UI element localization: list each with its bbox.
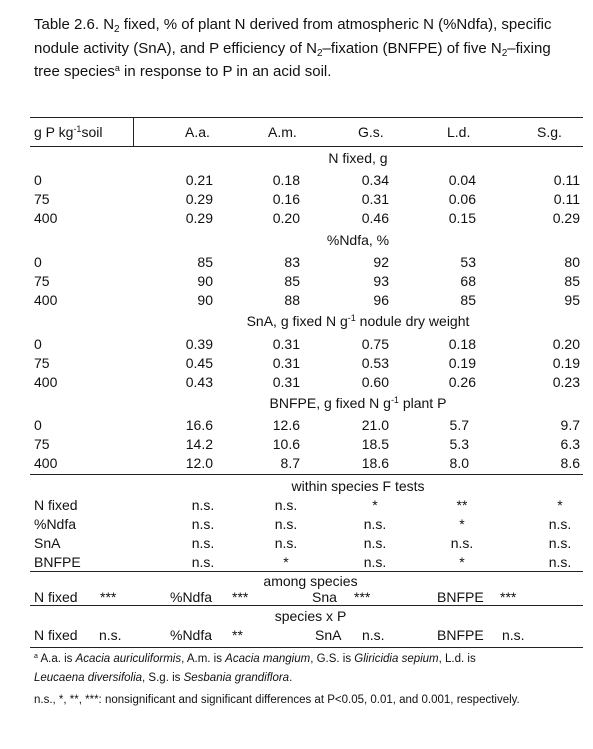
table-cell: 0.15 bbox=[448, 210, 476, 226]
row-label: 400 bbox=[34, 210, 58, 226]
row-label: N fixed bbox=[34, 497, 78, 513]
among-value: *** bbox=[354, 589, 371, 605]
within-bottom-rule bbox=[30, 571, 583, 572]
table-cell: 83 bbox=[284, 254, 300, 270]
table-cell: * bbox=[459, 554, 465, 570]
table-cell: 0.53 bbox=[361, 355, 389, 371]
row-label: 0 bbox=[34, 254, 42, 270]
table-cell: 0.29 bbox=[185, 191, 213, 207]
table-cell: 8.6 bbox=[560, 455, 580, 471]
table-cell: 0.46 bbox=[361, 210, 389, 226]
table-cell: 0.60 bbox=[361, 374, 389, 390]
table-cell: 18.5 bbox=[361, 436, 389, 452]
column-header-species: L.d. bbox=[447, 124, 471, 140]
section-title-ndfa: %Ndfa, % bbox=[326, 232, 390, 248]
row-label: SnA bbox=[34, 535, 61, 551]
row-label: 75 bbox=[34, 191, 50, 207]
section-title-sna: SnA, g fixed N $g^{-1}$ nodule dry weight bbox=[246, 313, 470, 329]
among-value: *** bbox=[232, 589, 249, 605]
footnote-species: $^a$ A.a. is Acacia auriculiformis, A.m. is Acacia mangium, G.S. is Gliricidia sepium, L.d. is Leucaena diversifolia, S.g. is Sesbania grandiflora. bbox=[34, 653, 476, 684]
row-label: 75 bbox=[34, 273, 50, 289]
table-cell: 18.6 bbox=[361, 455, 389, 471]
row-label: 400 bbox=[34, 292, 58, 308]
column-header-species: A.m. bbox=[268, 124, 297, 140]
interaction-value: ** bbox=[232, 627, 243, 643]
table-cell: 0.39 bbox=[185, 336, 213, 352]
row-label: 0 bbox=[34, 336, 42, 352]
column-header-species: A.a. bbox=[185, 124, 210, 140]
table-cell: 0.31 bbox=[361, 191, 389, 207]
table-cell: n.s. bbox=[191, 554, 215, 570]
table-cell: 0.23 bbox=[552, 374, 580, 390]
section-title-n-fixed: N fixed, g bbox=[328, 150, 388, 166]
table-cell: 0.26 bbox=[448, 374, 476, 390]
row-label: BNFPE bbox=[34, 554, 81, 570]
table-cell: 12.0 bbox=[185, 455, 213, 471]
column-header-species: G.s. bbox=[358, 124, 384, 140]
table-cell: n.s. bbox=[274, 535, 298, 551]
table-cell: n.s. bbox=[363, 554, 387, 570]
table-cell: 0.31 bbox=[272, 374, 300, 390]
top-rule bbox=[30, 117, 583, 118]
table-cell: 21.0 bbox=[361, 417, 389, 433]
among-label: %Ndfa bbox=[170, 589, 213, 605]
interaction-label: N fixed bbox=[34, 627, 78, 643]
table-cell: 0.34 bbox=[361, 172, 389, 188]
table-cell: 93 bbox=[373, 273, 389, 289]
table-cell: 8.0 bbox=[449, 455, 469, 471]
interaction-label: SnA bbox=[315, 627, 342, 643]
table-cell: 88 bbox=[284, 292, 300, 308]
header-rule bbox=[30, 146, 583, 147]
section-title-species-x-p: species x P bbox=[274, 608, 347, 624]
table-cell: 14.2 bbox=[185, 436, 213, 452]
table-cell: 0.19 bbox=[552, 355, 580, 371]
section-title-among: among species bbox=[263, 573, 358, 589]
table-cell: n.s. bbox=[191, 516, 215, 532]
table-cell: 0.31 bbox=[272, 355, 300, 371]
table-cell: 0.20 bbox=[272, 210, 300, 226]
table-cell: n.s. bbox=[548, 554, 572, 570]
among-bottom-rule bbox=[30, 605, 583, 606]
table-cell: 92 bbox=[373, 254, 389, 270]
table-cell: 85 bbox=[284, 273, 300, 289]
table-cell: ** bbox=[456, 497, 468, 513]
table-cell: n.s. bbox=[274, 497, 298, 513]
table-bottom-rule bbox=[30, 647, 583, 648]
table-cell: * bbox=[557, 497, 563, 513]
table-cell: * bbox=[459, 516, 465, 532]
table-cell: 0.45 bbox=[185, 355, 213, 371]
table-cell: 0.16 bbox=[272, 191, 300, 207]
table-cell: 0.11 bbox=[553, 172, 580, 188]
table-cell: 85 bbox=[197, 254, 213, 270]
table-cell: 0.11 bbox=[553, 191, 580, 207]
table-cell: * bbox=[283, 554, 289, 570]
table-cell: n.s. bbox=[363, 535, 387, 551]
table-cell: 0.43 bbox=[185, 374, 213, 390]
table-cell: 12.6 bbox=[272, 417, 300, 433]
table-cell: 68 bbox=[460, 273, 476, 289]
table-cell: 0.29 bbox=[552, 210, 580, 226]
table-cell: 9.7 bbox=[560, 417, 580, 433]
table-cell: 0.19 bbox=[448, 355, 476, 371]
table-cell: 5.3 bbox=[449, 436, 469, 452]
column-header-species: S.g. bbox=[537, 124, 562, 140]
table-cell: 0.04 bbox=[448, 172, 476, 188]
section-title-within: within species F tests bbox=[291, 478, 425, 494]
table-cell: 0.21 bbox=[185, 172, 213, 188]
table-cell: 6.3 bbox=[560, 436, 580, 452]
interaction-label: %Ndfa bbox=[170, 627, 213, 643]
table-cell: 80 bbox=[564, 254, 580, 270]
among-label: N fixed bbox=[34, 589, 78, 605]
interaction-value: n.s. bbox=[99, 627, 122, 643]
row-label: 0 bbox=[34, 417, 42, 433]
among-label: Sna bbox=[312, 589, 337, 605]
table-cell: 0.75 bbox=[361, 336, 389, 352]
table-cell: 0.18 bbox=[272, 172, 300, 188]
footnote-significance: n.s., *, **, ***: nonsignificant and significant differences at P<0.05, 0.01, and 0.001, respectively. bbox=[34, 694, 520, 706]
table-cell: 0.20 bbox=[552, 336, 580, 352]
data-bottom-rule bbox=[30, 474, 583, 475]
among-label: BNFPE bbox=[437, 589, 484, 605]
table-cell: 0.06 bbox=[448, 191, 476, 207]
row-label: 400 bbox=[34, 374, 58, 390]
table-cell: 8.7 bbox=[280, 455, 300, 471]
table-cell: n.s. bbox=[191, 535, 215, 551]
table-cell: 10.6 bbox=[272, 436, 300, 452]
interaction-value: n.s. bbox=[502, 627, 525, 643]
table-cell: 0.18 bbox=[448, 336, 476, 352]
column-header-p: g P $kg^{-1}soil$ bbox=[34, 124, 103, 140]
table-cell: 90 bbox=[197, 273, 213, 289]
among-value: *** bbox=[100, 589, 117, 605]
table-cell: n.s. bbox=[363, 516, 387, 532]
table-cell: 16.6 bbox=[185, 417, 213, 433]
table-cell: * bbox=[372, 497, 378, 513]
table-caption: Table 2.6. $N_2$ fixed, % of plant N derived from atmospheric N (%Ndfa), specific nodule activity (SnA), and P efficiency of $N_2$–fixation (BNFPE) of five $N_2$–fixing tree species$^a$ in response to P in an acid soil. bbox=[34, 16, 552, 80]
table-cell: 53 bbox=[460, 254, 476, 270]
table-cell: 5.7 bbox=[449, 417, 469, 433]
section-title-bnfpe: BNFPE, g fixed N $g^{-1}$ plant P bbox=[269, 395, 447, 411]
table-cell: 85 bbox=[460, 292, 476, 308]
table-cell: 0.31 bbox=[272, 336, 300, 352]
interaction-value: n.s. bbox=[362, 627, 385, 643]
table-cell: n.s. bbox=[548, 535, 572, 551]
table-cell: n.s. bbox=[548, 516, 572, 532]
table-cell: n.s. bbox=[274, 516, 298, 532]
header-divider bbox=[133, 118, 134, 147]
among-value: *** bbox=[500, 589, 517, 605]
row-label: 0 bbox=[34, 172, 42, 188]
table-cell: 95 bbox=[564, 292, 580, 308]
row-label: %Ndfa bbox=[34, 516, 77, 532]
interaction-label: BNFPE bbox=[437, 627, 484, 643]
row-label: 75 bbox=[34, 355, 50, 371]
row-label: 75 bbox=[34, 436, 50, 452]
table-cell: 85 bbox=[564, 273, 580, 289]
row-label: 400 bbox=[34, 455, 58, 471]
table-cell: n.s. bbox=[191, 497, 215, 513]
table-cell: 96 bbox=[373, 292, 389, 308]
table-cell: 0.29 bbox=[185, 210, 213, 226]
table-cell: n.s. bbox=[450, 535, 474, 551]
table-cell: 90 bbox=[197, 292, 213, 308]
